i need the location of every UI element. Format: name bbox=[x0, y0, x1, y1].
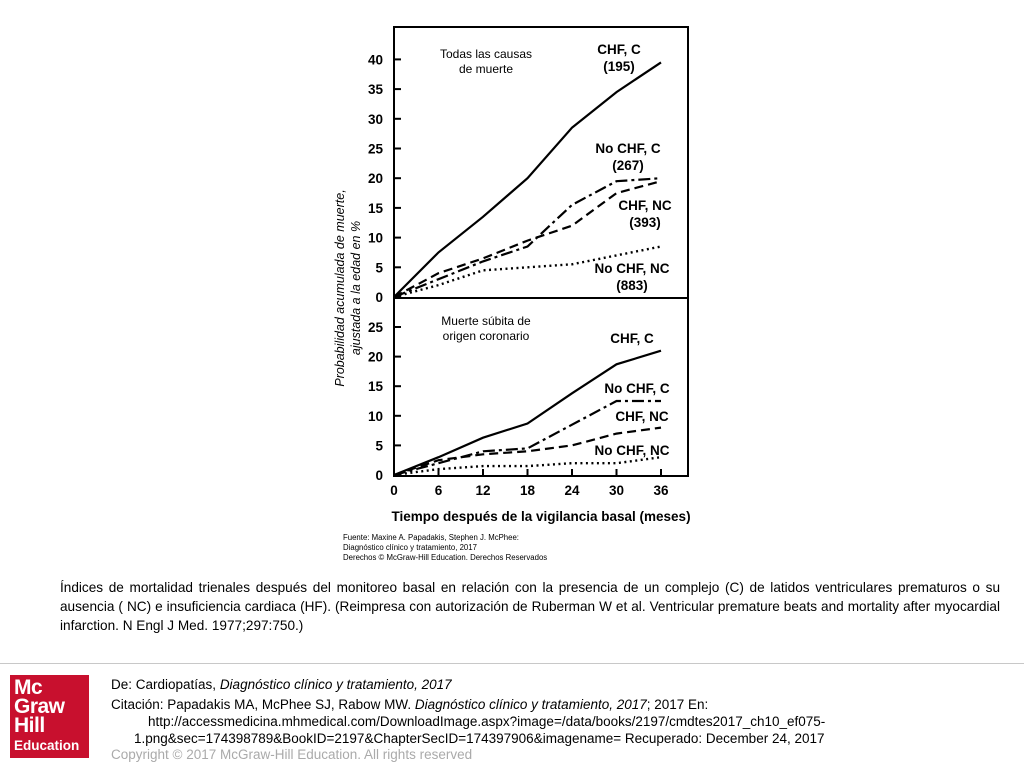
x-tick-label: 36 bbox=[653, 483, 669, 498]
bottom-panel-title-line1: Muerte súbita de bbox=[441, 314, 531, 328]
y-tick-label: 25 bbox=[367, 141, 383, 157]
logo-line-1: Mc bbox=[14, 676, 43, 699]
x-tick-label: 30 bbox=[608, 483, 625, 498]
from-book: Cardiopatías, bbox=[135, 677, 220, 692]
label-bottom-no-chf-nc: No CHF, NC bbox=[594, 443, 670, 458]
x-axis-label: Tiempo después de la vigilancia basal (meses) bbox=[391, 509, 691, 524]
x-tick-label: 0 bbox=[390, 483, 398, 498]
label-bottom-no-chf-c: No CHF, C bbox=[604, 381, 670, 396]
citation-url-line-2[interactable]: 1.png&sec=174398789&BookID=2197&ChapterSecID=174397906&imagename= Recuperado: December 24, 2017 bbox=[134, 731, 825, 746]
y-tick-label: 0 bbox=[375, 290, 383, 305]
y-tick-label: 25 bbox=[367, 320, 383, 335]
y-tick-label: 10 bbox=[367, 230, 383, 246]
mcgraw-hill-education-logo bbox=[10, 675, 89, 758]
y-tick-label: 15 bbox=[367, 200, 383, 216]
label-bottom-chf-nc: CHF, NC bbox=[615, 409, 669, 424]
reference-citation bbox=[111, 696, 708, 714]
y-tick-label: 20 bbox=[367, 171, 383, 187]
y-axis-label-line1: Probabilidad acumulada de muerte, bbox=[333, 189, 347, 387]
from-title: Diagnóstico clínico y tratamiento, 2017 bbox=[219, 677, 452, 692]
y-tick-label: 35 bbox=[367, 82, 383, 98]
logo-line-3: Hill bbox=[14, 714, 45, 737]
from-prefix: De: bbox=[111, 677, 136, 692]
reference-from bbox=[111, 676, 452, 694]
source-line-3: Derechos © McGraw-Hill Education. Derechos Reservados bbox=[343, 553, 548, 562]
label-top-no-chf-nc: No CHF, NC bbox=[594, 261, 670, 276]
top-panel-title-line2: de muerte bbox=[458, 62, 514, 76]
bottom-panel-title-line2: origen coronario bbox=[442, 329, 530, 343]
source-line-1: Fuente: Maxine A. Papadakis, Stephen J. McPhee: bbox=[343, 533, 519, 542]
y-tick-label: 10 bbox=[367, 408, 383, 424]
source-line-2: Diagnóstico clínico y tratamiento, 2017 bbox=[343, 543, 477, 552]
y-tick-label: 5 bbox=[375, 438, 383, 454]
x-tick-label: 12 bbox=[475, 483, 491, 498]
top-panel-title-line1: Todas las causas bbox=[439, 47, 533, 61]
x-tick-label: 6 bbox=[434, 483, 443, 498]
x-tick-label: 24 bbox=[564, 483, 580, 498]
count-top-no-chf-nc: (883) bbox=[616, 278, 648, 293]
citation-prefix: Citación: Papadakis MA, McPhee SJ, Rabow MW. bbox=[111, 697, 415, 712]
figure-caption: Índices de mortalidad trienales después del monitoreo basal en relación con la presencia de un complejo (C) de latidos ventriculares prematuros o su ausencia ( NC) e insuficiencia cardiaca (HF). (Reimpresa con autorización de Ruberman W et al. Ventricular premature beats and mortality after myocardial infarction. N Engl J Med. 1977;297:750.) bbox=[60, 580, 1000, 633]
y-tick-label: 5 bbox=[375, 260, 383, 276]
label-bottom-chf-c: CHF, C bbox=[610, 331, 654, 346]
x-tick-label: 18 bbox=[519, 483, 536, 498]
count-top-no-chf-c: (267) bbox=[612, 158, 644, 173]
y-tick-label: 30 bbox=[367, 111, 383, 127]
count-top-chf-nc: (393) bbox=[629, 215, 661, 230]
y-tick-label: 15 bbox=[367, 379, 383, 395]
label-top-chf-c: CHF, C bbox=[597, 42, 641, 57]
citation-title: Diagnóstico clínico y tratamiento, 2017 bbox=[414, 697, 647, 712]
count-top-chf-c: (195) bbox=[603, 59, 635, 74]
y-tick-label: 0 bbox=[375, 468, 383, 483]
y-axis-label-line2: ajustada a la edad en % bbox=[349, 220, 363, 356]
label-top-no-chf-c: No CHF, C bbox=[595, 141, 661, 156]
logo-line-2: Graw bbox=[14, 695, 65, 718]
citation-suffix: ; 2017 En: bbox=[646, 697, 709, 712]
y-tick-label: 20 bbox=[367, 349, 383, 365]
y-tick-label: 40 bbox=[367, 52, 383, 68]
copyright-notice: Copyright © 2017 McGraw-Hill Education. All rights reserved bbox=[111, 747, 473, 762]
logo-line-4: Education bbox=[14, 738, 80, 753]
citation-url-line-1[interactable]: http://accessmedicina.mhmedical.com/DownloadImage.aspx?image=/data/books/2197/cmdtes2017_ch10_ef075- bbox=[148, 714, 826, 729]
footer-divider bbox=[0, 663, 1024, 664]
label-top-chf-nc: CHF, NC bbox=[618, 198, 672, 213]
